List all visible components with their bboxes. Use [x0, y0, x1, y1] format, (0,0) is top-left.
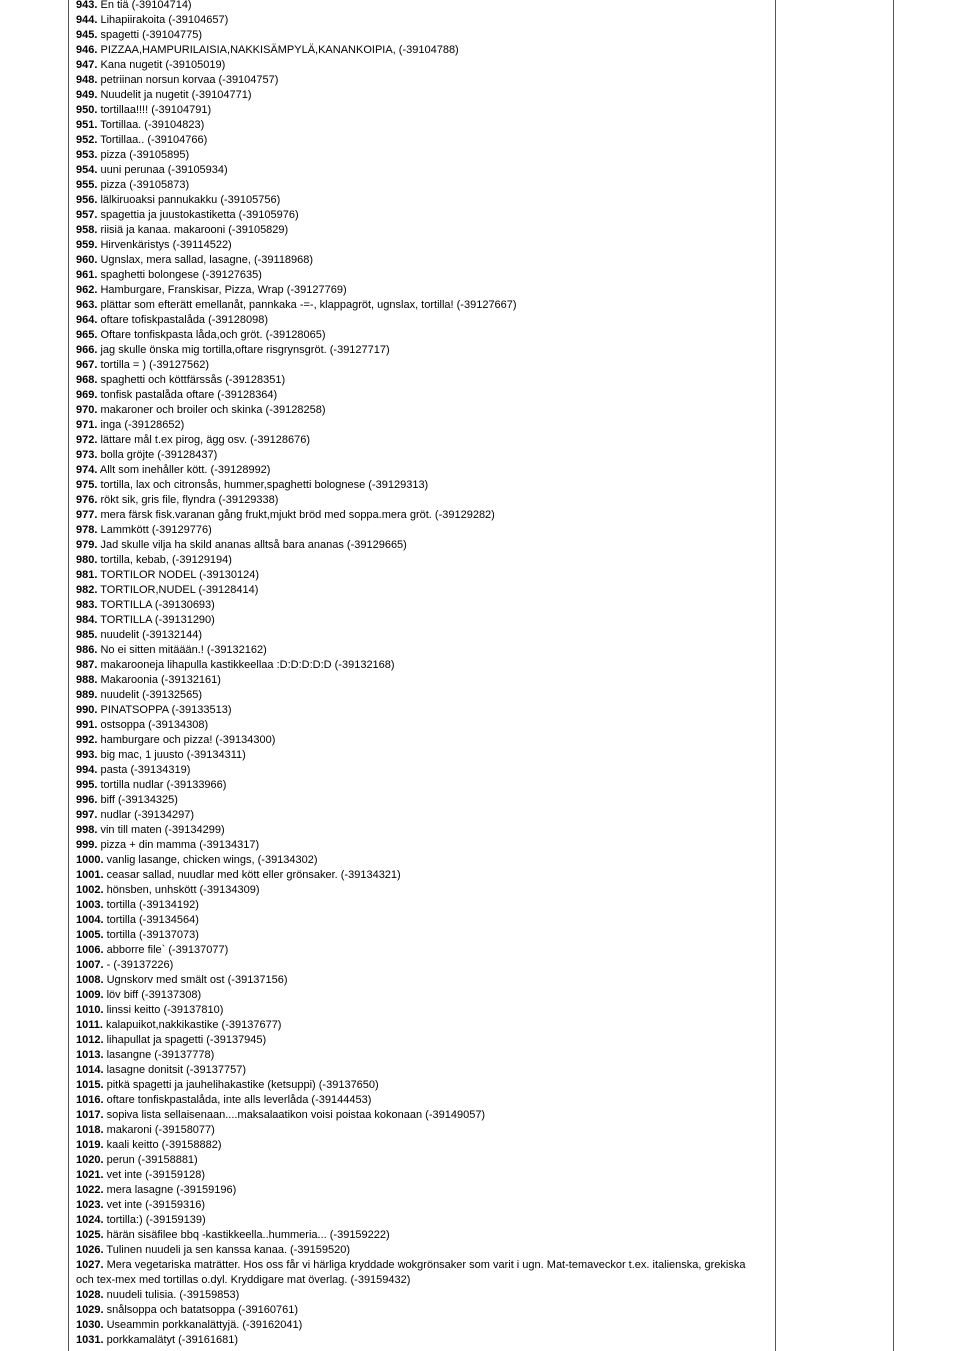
- entry-number: 1017.: [76, 1109, 104, 1121]
- list-item: [76, 628, 766, 643]
- entry-number: 955.: [76, 179, 98, 191]
- entry-number: 943.: [76, 0, 98, 11]
- list-item: [76, 688, 766, 703]
- entry-text: tortilla (-39134192): [106, 899, 199, 911]
- list-item: [76, 838, 766, 853]
- list-item: [76, 1123, 766, 1138]
- list-item: [76, 898, 766, 913]
- entry-text: tortillaa!!!! (-39104791): [100, 104, 212, 116]
- list-item: [76, 133, 766, 148]
- entry-text: rökt sik, gris file, flyndra (-39129338): [100, 494, 279, 506]
- list-item: [76, 268, 766, 283]
- entry-text: inga (-39128652): [100, 419, 185, 431]
- list-item: [76, 598, 766, 613]
- list-item: [76, 523, 766, 538]
- entry-number: 1007.: [76, 959, 104, 971]
- entry-number: 951.: [76, 119, 98, 131]
- list-item: [76, 913, 766, 928]
- entry-text: mera lasagne (-39159196): [106, 1184, 237, 1196]
- list-item: [76, 1048, 766, 1063]
- entry-text: TORTILLA (-39130693): [100, 599, 215, 611]
- entry-text: tonfisk pastalåda oftare (-39128364): [100, 389, 278, 401]
- entry-text: PIZZAA,HAMPURILAISIA,NAKKISÄMPYLÄ,KANANKOIPIA, (-39104788): [100, 44, 459, 56]
- entry-text: Makaroonia (-39132161): [100, 674, 221, 686]
- entry-text: tortilla nudlar (-39133966): [100, 779, 227, 791]
- entry-number: 1015.: [76, 1079, 104, 1091]
- list-item: [76, 478, 766, 493]
- list-item: [76, 553, 766, 568]
- entry-text: nuudeli tulisia. (-39159853): [106, 1289, 240, 1301]
- entry-text: kaali keitto (-39158882): [106, 1139, 222, 1151]
- entry-number: 1026.: [76, 1244, 104, 1256]
- entry-text: Lihapiirakoita (-39104657): [100, 14, 229, 26]
- list-item: [76, 208, 766, 223]
- list-item: [76, 43, 766, 58]
- entry-text: lasagne donitsit (-39137757): [106, 1064, 247, 1076]
- entry-number: 1022.: [76, 1184, 104, 1196]
- list-item: [76, 1198, 766, 1213]
- entry-number: 1013.: [76, 1049, 104, 1061]
- entry-number: 1000.: [76, 854, 104, 866]
- entry-text: Useammin porkkanalättyjä. (-39162041): [106, 1319, 303, 1331]
- list-item: [76, 1183, 766, 1198]
- list-item: [76, 373, 766, 388]
- entry-text: pasta (-39134319): [100, 764, 191, 776]
- entry-number: 997.: [76, 809, 98, 821]
- list-item: [76, 1168, 766, 1183]
- list-item: [76, 1003, 766, 1018]
- entry-number: 957.: [76, 209, 98, 221]
- table-left-border: [68, 0, 69, 1351]
- entry-number: 1029.: [76, 1304, 104, 1316]
- list-item: [76, 73, 766, 88]
- entry-text: tortilla, kebab, (-39129194): [100, 554, 232, 566]
- entry-number: 961.: [76, 269, 98, 281]
- entry-text: nuudelit (-39132565): [100, 689, 203, 701]
- entry-text: löv biff (-39137308): [106, 989, 202, 1001]
- entry-text: tortilla = ) (-39127562): [100, 359, 210, 371]
- list-item: [76, 1093, 766, 1108]
- entry-number: 983.: [76, 599, 98, 611]
- entry-text: TORTILOR NODEL (-39130124): [100, 569, 260, 581]
- entry-number: 974.: [76, 464, 98, 476]
- entry-text: hamburgare och pizza! (-39134300): [100, 734, 276, 746]
- entry-number: 970.: [76, 404, 98, 416]
- entry-number: 980.: [76, 554, 98, 566]
- list-item: [76, 958, 766, 973]
- entry-text: tortilla:) (-39159139): [106, 1214, 206, 1226]
- entry-number: 966.: [76, 344, 98, 356]
- entry-text: Hirvenkäristys (-39114522): [100, 239, 232, 251]
- list-item: [76, 748, 766, 763]
- entry-number: 982.: [76, 584, 98, 596]
- entry-number: 992.: [76, 734, 98, 746]
- list-item: [76, 583, 766, 598]
- entry-text: spagetti (-39104775): [100, 29, 202, 41]
- entry-text: - (-39137226): [106, 959, 174, 971]
- entry-text: nuudelit (-39132144): [100, 629, 203, 641]
- entry-text: snålsoppa och batatsoppa (-39160761): [106, 1304, 299, 1316]
- list-item: [76, 943, 766, 958]
- list-item: [76, 868, 766, 883]
- entry-text: pizza (-39105873): [100, 179, 190, 191]
- entry-text: makaroni (-39158077): [106, 1124, 215, 1136]
- entry-number: 967.: [76, 359, 98, 371]
- entry-text: kalapuikot,nakkikastike (-39137677): [105, 1019, 282, 1031]
- entry-text: linssi keitto (-39137810): [106, 1004, 224, 1016]
- entry-text: nudlar (-39134297): [100, 809, 195, 821]
- list-item: [76, 148, 766, 163]
- entry-number: 956.: [76, 194, 98, 206]
- list-item: [76, 658, 766, 673]
- entry-text: lättare mål t.ex pirog, ägg osv. (-39128676): [100, 434, 311, 446]
- list-item: [76, 1108, 766, 1123]
- list-item: [76, 1303, 766, 1318]
- entry-text: pitkä spagetti ja jauhelihakastike (ketsuppi) (-39137650): [106, 1079, 379, 1091]
- entry-number: 963.: [76, 299, 98, 311]
- list-item: [76, 178, 766, 193]
- entry-text: Ugnskorv med smält ost (-39137156): [106, 974, 288, 986]
- list-item: [76, 508, 766, 523]
- entry-text: vin till maten (-39134299): [100, 824, 225, 836]
- entry-number: 1024.: [76, 1214, 104, 1226]
- list-item: [76, 568, 766, 583]
- list-item: [76, 193, 766, 208]
- list-item: [76, 0, 766, 13]
- list-item: [76, 1333, 766, 1348]
- list-item: [76, 718, 766, 733]
- entry-number: 948.: [76, 74, 98, 86]
- entry-number: 954.: [76, 164, 98, 176]
- entry-number: 1016.: [76, 1094, 104, 1106]
- list-item: [76, 493, 766, 508]
- entry-number: 946.: [76, 44, 98, 56]
- list-item: [76, 1153, 766, 1168]
- entry-number: 1009.: [76, 989, 104, 1001]
- entry-number: 968.: [76, 374, 98, 386]
- entry-number: 958.: [76, 224, 98, 236]
- entry-number: 986.: [76, 644, 98, 656]
- list-item: [76, 358, 766, 373]
- list-item: [76, 118, 766, 133]
- entry-number: 971.: [76, 419, 98, 431]
- entry-number: 960.: [76, 254, 98, 266]
- list-item: [76, 28, 766, 43]
- entry-number: 952.: [76, 134, 98, 146]
- list-item: [76, 673, 766, 688]
- entry-number: 979.: [76, 539, 98, 551]
- entry-number: 988.: [76, 674, 98, 686]
- table-column-divider: [775, 0, 776, 1351]
- entry-number: 973.: [76, 449, 98, 461]
- entry-text: big mac, 1 juusto (-39134311): [100, 749, 246, 761]
- entry-text: spagettia ja juustokastiketta (-39105976): [100, 209, 299, 221]
- entry-number: 1014.: [76, 1064, 104, 1076]
- list-item: [76, 223, 766, 238]
- entry-number: 975.: [76, 479, 98, 491]
- entry-number: 1021.: [76, 1169, 104, 1181]
- entry-text: perun (-39158881): [106, 1154, 198, 1166]
- entry-number: 945.: [76, 29, 98, 41]
- entry-text: ostsoppa (-39134308): [100, 719, 209, 731]
- entry-text: Ugnslax, mera sallad, lasagne, (-39118968): [100, 254, 314, 266]
- list-item: [76, 283, 766, 298]
- entry-number: 962.: [76, 284, 98, 296]
- entry-text: sopiva lista sellaisenaan....maksalaatikon voisi poistaa kokonaan (-39149057): [106, 1109, 486, 1121]
- entry-text: härän sisäfilee bbq -kastikkeella..hummeria... (-39159222): [106, 1229, 390, 1241]
- response-list: [76, 0, 766, 1348]
- list-item: [76, 763, 766, 778]
- entry-text: PINATSOPPA (-39133513): [100, 704, 232, 716]
- entry-text: oftare tonfiskpastalåda, inte alls leverlåda (-39144453): [106, 1094, 372, 1106]
- entry-number: 978.: [76, 524, 98, 536]
- entry-number: 1023.: [76, 1199, 104, 1211]
- list-item: [76, 1258, 766, 1288]
- entry-number: 995.: [76, 779, 98, 791]
- list-item: [76, 988, 766, 1003]
- entry-text: Tortillaa. (-39104823): [100, 119, 205, 131]
- entry-number: 1019.: [76, 1139, 104, 1151]
- list-item: [76, 733, 766, 748]
- entry-number: 1004.: [76, 914, 104, 926]
- entry-text: vet inte (-39159128): [106, 1169, 206, 1181]
- entry-text: abborre file` (-39137077): [106, 944, 229, 956]
- list-item: [76, 403, 766, 418]
- entry-number: 994.: [76, 764, 98, 776]
- entry-text: oftare tofiskpastalåda (-39128098): [100, 314, 269, 326]
- entry-number: 959.: [76, 239, 98, 251]
- list-item: [76, 328, 766, 343]
- entry-text: En tiä (-39104714): [100, 0, 192, 11]
- entry-number: 1011.: [76, 1019, 103, 1031]
- entry-number: 1006.: [76, 944, 104, 956]
- entry-number: 950.: [76, 104, 98, 116]
- list-item: [76, 613, 766, 628]
- list-item: [76, 298, 766, 313]
- list-item: [76, 1138, 766, 1153]
- entry-text: hönsben, unhskött (-39134309): [106, 884, 260, 896]
- entry-number: 1003.: [76, 899, 104, 911]
- entry-number: 987.: [76, 659, 98, 671]
- entry-text: Kana nugetit (-39105019): [100, 59, 226, 71]
- entry-number: 944.: [76, 14, 98, 26]
- entry-number: 1018.: [76, 1124, 104, 1136]
- entry-text: Nuudelit ja nugetit (-39104771): [100, 89, 252, 101]
- entry-text: Mera vegetariska maträtter. Hos oss får vi härliga kryddade wokgrönsaker som varit i ugn. Mat-temaveckor t.ex. italienska, grekiska och tex-mex med tortillas o.dyl. Kryddigare mat överlag. (-39159432): [76, 1259, 746, 1286]
- list-item: [76, 808, 766, 823]
- entry-number: 1020.: [76, 1154, 104, 1166]
- list-item: [76, 433, 766, 448]
- list-item: [76, 1318, 766, 1333]
- entry-text: spaghetti och köttfärssås (-39128351): [100, 374, 286, 386]
- entry-number: 981.: [76, 569, 98, 581]
- list-item: [76, 388, 766, 403]
- entry-text: tortilla (-39137073): [106, 929, 199, 941]
- entry-text: jag skulle önska mig tortilla,oftare risgrynsgröt. (-39127717): [100, 344, 390, 356]
- table-right-border: [893, 0, 894, 1351]
- entry-number: 977.: [76, 509, 98, 521]
- entry-text: No ei sitten mitäään.! (-39132162): [100, 644, 267, 656]
- entry-text: Oftare tonfiskpasta låda,och gröt. (-39128065): [100, 329, 326, 341]
- list-item: [76, 163, 766, 178]
- entry-text: riisiä ja kanaa. makarooni (-39105829): [100, 224, 289, 236]
- list-item: [76, 238, 766, 253]
- list-item: [76, 883, 766, 898]
- entry-number: 972.: [76, 434, 98, 446]
- list-item: [76, 343, 766, 358]
- entry-number: 989.: [76, 689, 98, 701]
- entry-number: 1031.: [76, 1334, 104, 1346]
- list-item: [76, 103, 766, 118]
- entry-number: 947.: [76, 59, 98, 71]
- entry-text: pizza + din mamma (-39134317): [100, 839, 260, 851]
- list-item: [76, 448, 766, 463]
- entry-text: uuni perunaa (-39105934): [100, 164, 228, 176]
- list-item: [76, 643, 766, 658]
- entry-number: 1030.: [76, 1319, 104, 1331]
- entry-text: Hamburgare, Franskisar, Pizza, Wrap (-39127769): [100, 284, 347, 296]
- list-item: [76, 418, 766, 433]
- list-item: [76, 703, 766, 718]
- entry-number: 996.: [76, 794, 98, 806]
- list-item: [76, 928, 766, 943]
- entry-text: makarooneja lihapulla kastikkeellaa :D:D:D:D:D (-39132168): [100, 659, 395, 671]
- entry-number: 991.: [76, 719, 98, 731]
- list-item: [76, 1213, 766, 1228]
- entry-text: vanlig lasange, chicken wings, (-39134302): [106, 854, 318, 866]
- entry-number: 976.: [76, 494, 98, 506]
- entry-number: 1001.: [76, 869, 104, 881]
- entry-text: Tortillaa.. (-39104766): [100, 134, 208, 146]
- entry-number: 985.: [76, 629, 98, 641]
- list-item: [76, 1228, 766, 1243]
- entry-text: makaroner och broiler och skinka (-39128258): [100, 404, 326, 416]
- list-item: [76, 778, 766, 793]
- list-item: [76, 823, 766, 838]
- entry-number: 1010.: [76, 1004, 104, 1016]
- list-item: [76, 58, 766, 73]
- list-item: [76, 1288, 766, 1303]
- entry-number: 953.: [76, 149, 98, 161]
- list-item: [76, 538, 766, 553]
- entry-number: 1002.: [76, 884, 104, 896]
- list-item: [76, 88, 766, 103]
- list-item: [76, 1018, 766, 1033]
- entry-number: 1027.: [76, 1259, 104, 1271]
- entry-text: Jad skulle vilja ha skild ananas alltså bara ananas (-39129665): [100, 539, 407, 551]
- entry-text: petriinan norsun korvaa (-39104757): [100, 74, 279, 86]
- entry-text: bolla gröjte (-39128437): [100, 449, 218, 461]
- entry-number: 984.: [76, 614, 98, 626]
- list-item: [76, 1078, 766, 1093]
- list-item: [76, 973, 766, 988]
- entry-text: mera färsk fisk.varanan gång frukt,mjukt bröd med soppa.mera gröt. (-39129282): [100, 509, 495, 521]
- entry-text: spaghetti bolongese (-39127635): [100, 269, 262, 281]
- list-item: [76, 313, 766, 328]
- entry-number: 964.: [76, 314, 98, 326]
- entry-number: 1028.: [76, 1289, 104, 1301]
- entry-number: 1008.: [76, 974, 104, 986]
- entry-text: Tulinen nuudeli ja sen kanssa kanaa. (-39159520): [106, 1244, 350, 1256]
- entry-number: 1005.: [76, 929, 104, 941]
- entry-number: 998.: [76, 824, 98, 836]
- entry-number: 999.: [76, 839, 98, 851]
- list-item: [76, 13, 766, 28]
- entry-number: 993.: [76, 749, 98, 761]
- entry-text: vet inte (-39159316): [106, 1199, 206, 1211]
- list-item: [76, 793, 766, 808]
- entry-text: TORTILLA (-39131290): [100, 614, 215, 626]
- entry-number: 965.: [76, 329, 98, 341]
- entry-text: tortilla (-39134564): [106, 914, 199, 926]
- entry-text: porkkamalätyt (-39161681): [106, 1334, 239, 1346]
- entry-text: plättar som efterätt emellanåt, pannkaka -=-, klappagröt, ugnslax, tortilla! (-39127667): [100, 299, 517, 311]
- list-item: [76, 463, 766, 478]
- list-item: [76, 253, 766, 268]
- list-item: [76, 1243, 766, 1258]
- entry-number: 1025.: [76, 1229, 104, 1241]
- entry-text: lasangne (-39137778): [106, 1049, 215, 1061]
- entry-number: 969.: [76, 389, 98, 401]
- list-item: [76, 853, 766, 868]
- entry-number: 949.: [76, 89, 98, 101]
- entry-text: ceasar sallad, nuudlar med kött eller grönsaker. (-39134321): [106, 869, 401, 881]
- entry-text: biff (-39134325): [100, 794, 178, 806]
- entry-number: 990.: [76, 704, 98, 716]
- entry-text: TORTILOR,NUDEL (-39128414): [100, 584, 259, 596]
- list-item: [76, 1033, 766, 1048]
- entry-text: lälkiruoaksi pannukakku (-39105756): [100, 194, 281, 206]
- entry-text: Lammkött (-39129776): [100, 524, 212, 536]
- list-item: [76, 1063, 766, 1078]
- entry-number: 1012.: [76, 1034, 104, 1046]
- entry-text: pizza (-39105895): [100, 149, 190, 161]
- entry-text: lihapullat ja spagetti (-39137945): [106, 1034, 267, 1046]
- entry-text: tortilla, lax och citronsås, hummer,spaghetti bolognese (-39129313): [100, 479, 429, 491]
- entry-text: Allt som inehåller kött. (-39128992): [99, 464, 271, 476]
